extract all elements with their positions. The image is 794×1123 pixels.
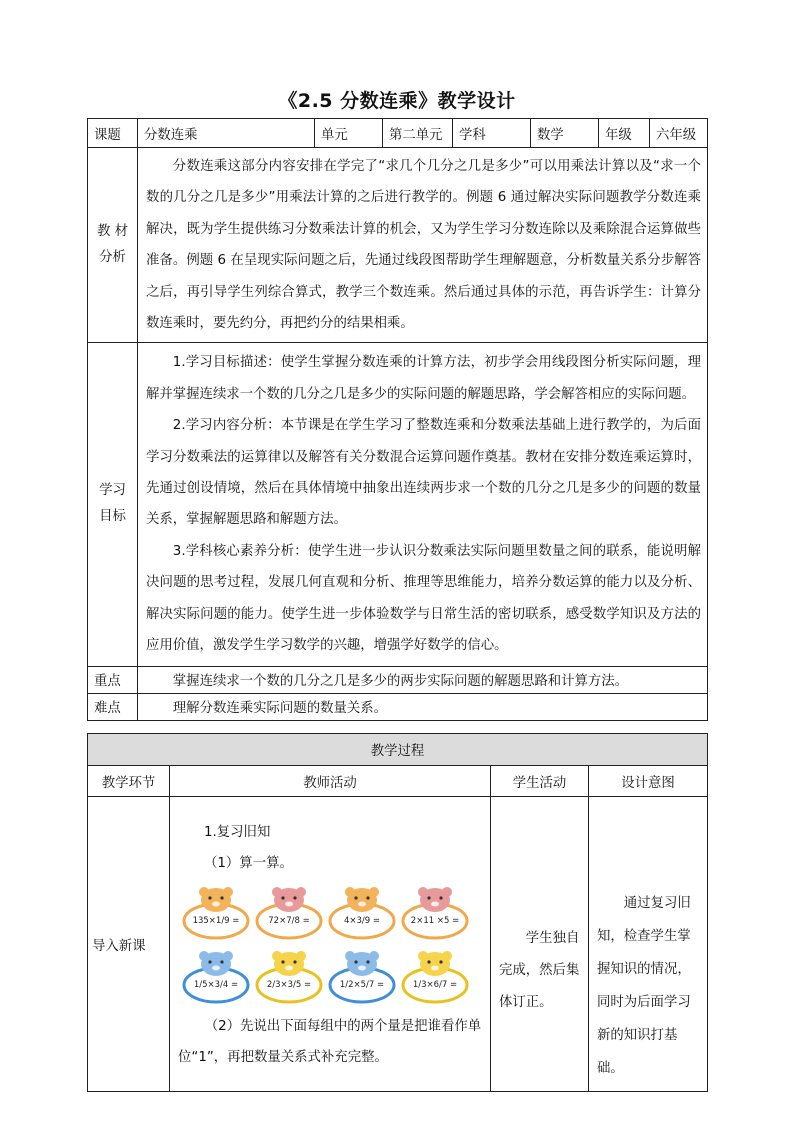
process-table: [87, 733, 708, 1092]
animal-head-icon: [182, 883, 250, 941]
info-row: [88, 119, 708, 148]
intro-step: 1.复习旧知: [204, 825, 271, 840]
topic-label: 课题: [88, 119, 138, 148]
difficulty-label: 难点: [88, 693, 138, 720]
subject-label: 学科: [453, 119, 531, 148]
exercise-expression: 2/3×3/5 =: [266, 980, 312, 990]
exercise-bubble: [401, 883, 469, 941]
goal-item: 1.学习目标描述：使学生掌握分数连乘的计算方法，初步学会用线段图分析实际问题，理解并掌握连续求一个数的几分之几是多少的实际问题的解题思路，学会解答相应的实际问题。: [146, 355, 701, 402]
intro-student-activity: 学生独自完成，然后集体订正。: [491, 797, 589, 1092]
exercise-bubble: [255, 883, 323, 941]
process-columns-row: [88, 766, 708, 797]
key-point-label: 重点: [88, 666, 138, 693]
animal-head-icon: [401, 883, 469, 941]
page-title: 《2.5 分数连乘》教学设计: [278, 90, 516, 112]
exercise-expression: 72×7/8 =: [268, 916, 310, 926]
animal-head-icon: [328, 883, 396, 941]
intro-sub2: （2）先说出下面每组中的两个量是把谁看作单位“1”，再把数量关系式补充完整。: [178, 1019, 482, 1065]
exercise-grid: [182, 883, 484, 1005]
exercise-expression: 2×11 ×5 =: [410, 916, 460, 926]
goals-text: [138, 343, 708, 666]
key-point-row: [88, 666, 708, 693]
material-row: [88, 148, 708, 343]
subject-value: 数学: [531, 119, 599, 148]
exercise-expression: 1/2×5/7 =: [339, 980, 385, 990]
column-header: 学生活动: [491, 766, 589, 797]
exercise-expression: 1/5×3/4 =: [193, 980, 239, 990]
goal-item: 2.学习内容分析：本节课是在学生学习了整数连乘和分数乘法基础上进行教学的，为后面学习分数乘法的运算律以及解答有关分数混合运算问题作奠基。教材在安排分数连乘运算时，先通过创设情境，然后在具体情境中抽象出连续两步求一个数的几分之几是多少的问题的数量关系，掌握解题思路和解题方法。: [146, 418, 701, 528]
animal-head-icon: [255, 883, 323, 941]
process-header-row: [88, 734, 708, 766]
goals-row: [88, 343, 708, 666]
key-point-text: 掌握连续求一个数的几分之几是多少的两步实际问题的解题思路和计算方法。: [138, 666, 708, 693]
intro-teacher-activity: [170, 797, 491, 1092]
goal-item: 3.学科核心素养分析：使学生进一步认识分数乘法实际问题里数量之间的联系，能说明解决问题的思考过程，发展几何直观和分析、推理等思维能力，培养分数运算的能力以及分析、解决实际问题的能力。使学生进一步体验数学与日常生活的密切联系，感受数学知识及方法的应用价值，激发学生学习数学的兴趣，增强学好数学的信心。: [146, 543, 701, 654]
exercise-bubble: [182, 947, 250, 1005]
goals-label: 学习 目标: [88, 343, 138, 666]
exercise-expression: 4×3/9 =: [343, 916, 381, 926]
exercise-expression: 1/3×6/7 =: [412, 980, 458, 990]
intro-design-intent: 通过复习旧知，检查学生掌握知识的情况，同时为后面学习新的知识打基础。: [589, 797, 708, 1092]
animal-head-icon: [182, 947, 250, 1005]
lesson-info-table: [87, 118, 708, 721]
exercise-bubble: [182, 883, 250, 941]
exercise-bubble: [255, 947, 323, 1005]
column-header: 设计意图: [589, 766, 708, 797]
grade-value: 六年级: [650, 119, 708, 148]
difficulty-text: 理解分数连乘实际问题的数量关系。: [138, 693, 708, 720]
unit-value: 第二单元: [383, 119, 453, 148]
exercise-bubble: [328, 883, 396, 941]
process-header: 教学过程: [88, 734, 708, 766]
difficulty-row: [88, 693, 708, 720]
exercise-expression: 135×1/9 =: [192, 916, 240, 926]
topic-value: 分数连乘: [138, 119, 315, 148]
grade-label: 年级: [599, 119, 650, 148]
material-text: 分数连乘这部分内容安排在学完了“求几个几分之几是多少”可以用乘法计算以及“求一个数的几分之几是多少”用乘法计算的之后进行教学的。例题 6 通过解决实际问题教学分数连乘解决，既为学生提供练习分数乘法计算的机会，又为学生学习分数连除以及乘除混合运算做些准备。例题 6 在呈现实际问题之后，先通过线段图帮助学生理解题意，分析数量关系分步解答之后，再引导学生列综合算式，教学三个数连乘。然后通过具体的示范，再告诉学生：计算分数连乘时，要先约分，再把约分的结果相乘。: [138, 148, 708, 343]
unit-label: 单元: [315, 119, 383, 148]
animal-head-icon: [255, 947, 323, 1005]
intro-row: [88, 797, 708, 1092]
column-header: 教师活动: [170, 766, 491, 797]
exercise-bubble: [401, 947, 469, 1005]
animal-head-icon: [401, 947, 469, 1005]
material-label: 教 材 分析: [88, 148, 138, 343]
exercise-bubble: [328, 947, 396, 1005]
intro-sub1: （1）算一算。: [204, 856, 293, 871]
column-header: 教学环节: [88, 766, 170, 797]
intro-stage: 导入新课: [88, 797, 170, 1092]
animal-head-icon: [328, 947, 396, 1005]
